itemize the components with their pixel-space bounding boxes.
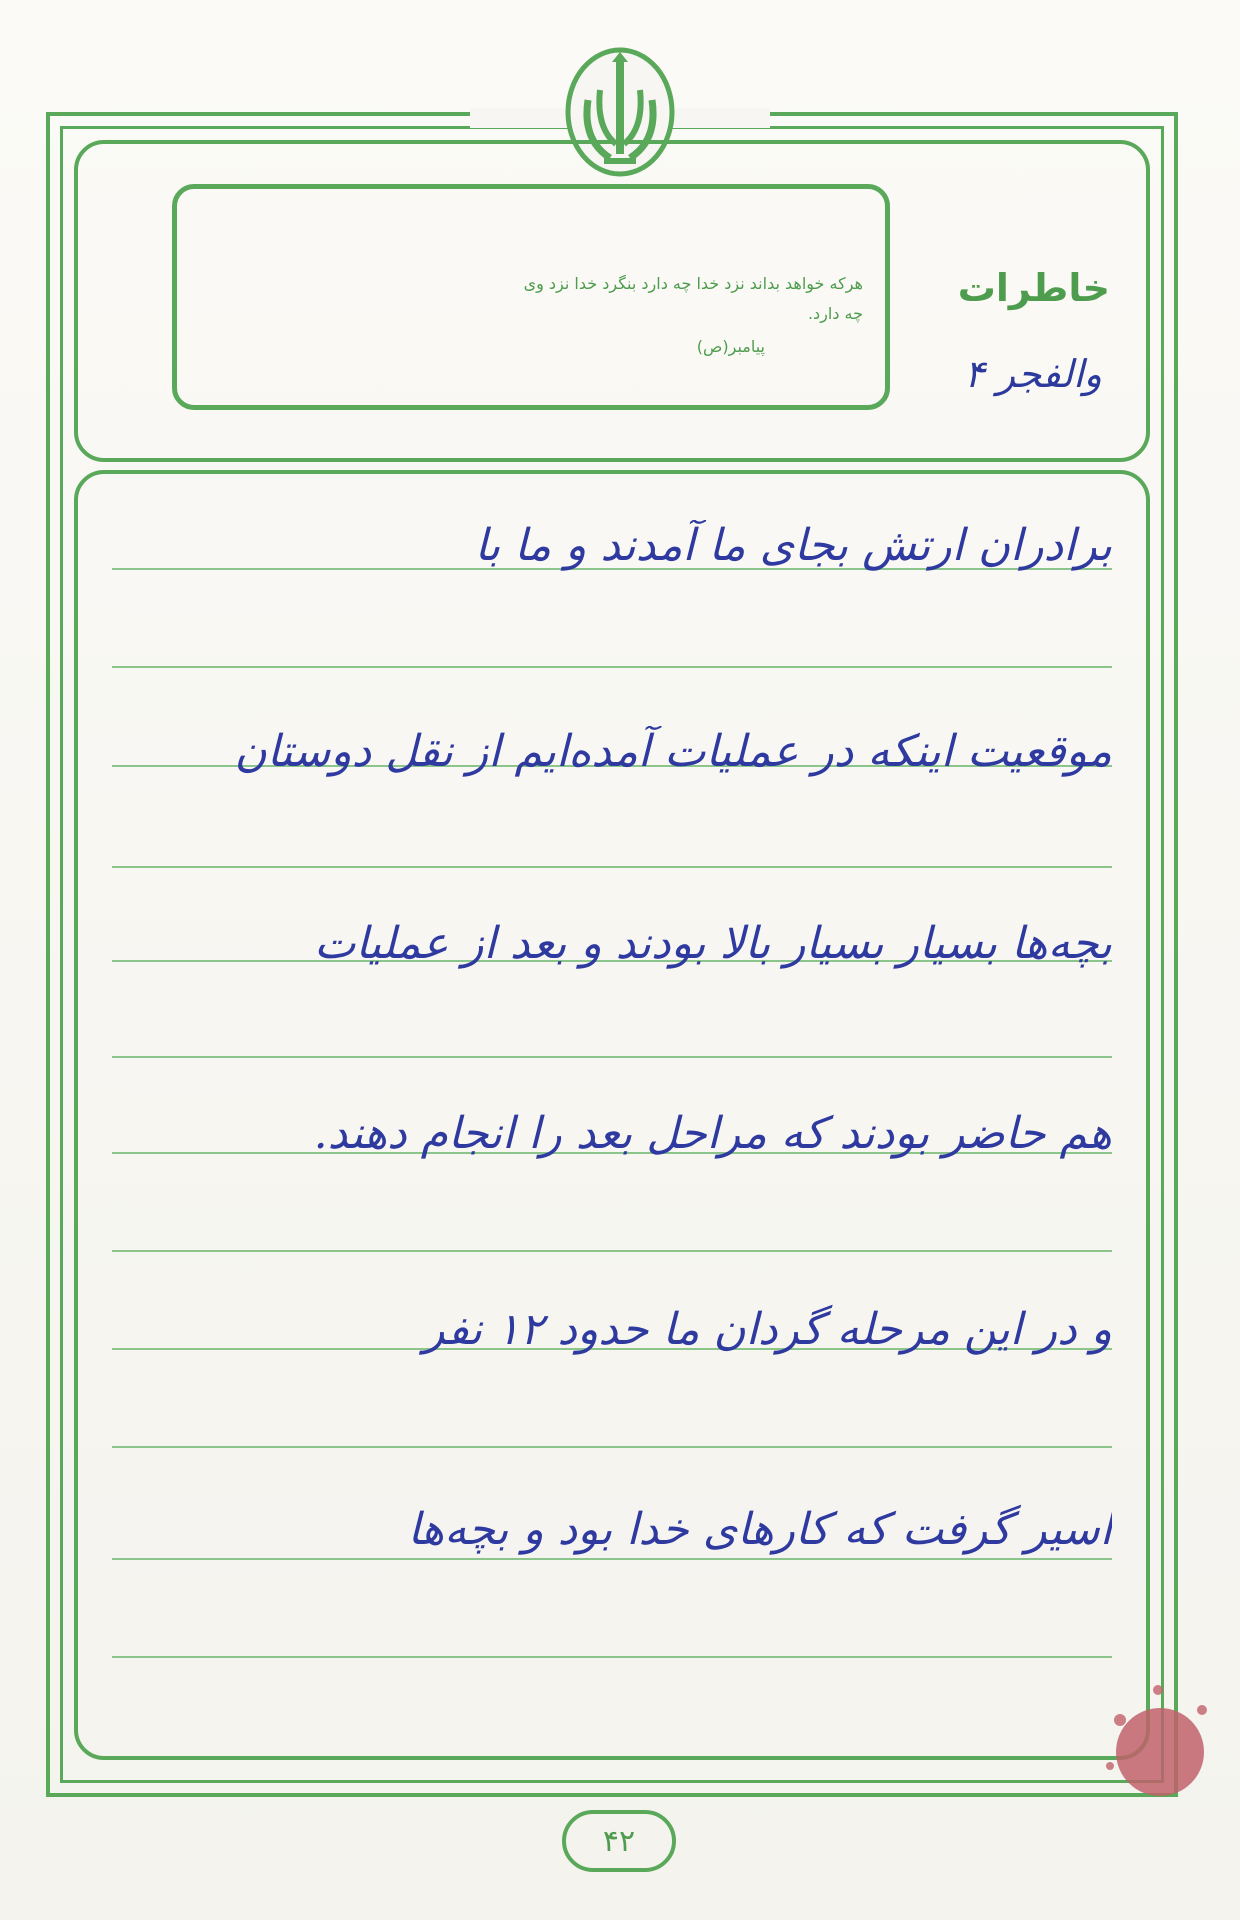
ruled-line [112, 1446, 1112, 1448]
handwritten-line: برادران ارتش بجای ما آمدند و ما با [474, 520, 1112, 571]
ruled-line [112, 866, 1112, 868]
quote-box [172, 184, 890, 410]
handwritten-line: و در این مرحله گردان ما حدود ۱۲ نفر [423, 1304, 1112, 1355]
section-subtitle: والفجر ۴ [964, 352, 1102, 396]
handwritten-line: اسیر گرفت که کارهای خدا بود و بچه‌ها [407, 1504, 1112, 1555]
section-title: خاطرات [957, 266, 1110, 310]
quote-text [223, 269, 863, 329]
quote-source: پیامبر(ص) [696, 337, 765, 356]
ruled-line [112, 1558, 1112, 1560]
quote-line-2: چه دارد. [807, 304, 863, 323]
ruled-line [112, 1250, 1112, 1252]
handwritten-line: بچه‌ها بسیار بسیار بالا بودند و بعد از عملیات [314, 918, 1112, 969]
handwritten-line: موقعیت اینکه در عملیات آمده‌ایم از نقل دوستان [234, 726, 1112, 777]
handwritten-line: هم حاضر بودند که مراحل بعد را انجام دهند. [313, 1108, 1112, 1159]
ruled-line [112, 1656, 1112, 1658]
quote-line-1: هرکه خواهد بداند نزد خدا چه دارد بنگرد خدا نزد وی [523, 274, 863, 293]
ruled-line [112, 1056, 1112, 1058]
ruled-line [112, 666, 1112, 668]
ink-stain [1098, 1680, 1218, 1810]
page-number: ۴۲ [562, 1810, 676, 1872]
